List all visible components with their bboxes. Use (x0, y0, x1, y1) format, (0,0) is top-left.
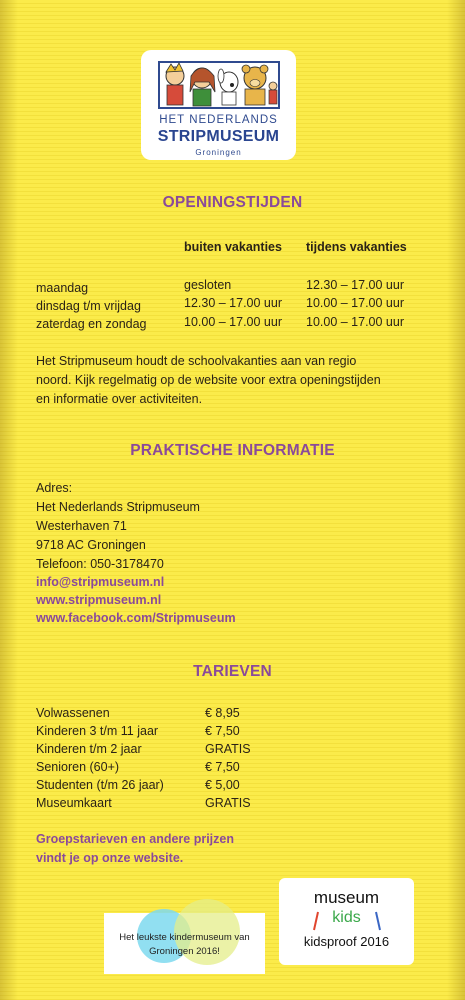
kindermuseum-line-2: Groningen 2016! (149, 946, 220, 957)
opening-day: maandag (36, 281, 89, 295)
kidsproof-label: kidsproof 2016 (303, 934, 390, 949)
email-link[interactable]: info@stripmuseum.nl (36, 575, 165, 589)
practical-info-heading: PRAKTISCHE INFORMATIE (130, 442, 335, 459)
rate-price: € 5,00 (205, 778, 240, 792)
rate-price: GRATIS (205, 742, 251, 756)
rate-price: GRATIS (205, 796, 251, 810)
opening-note-line: noord. Kijk regelmatig op de website voor extra openingstijden (36, 373, 381, 387)
rate-price: € 7,50 (205, 760, 240, 774)
group-rates-note: vindt je op onze website. (36, 851, 184, 865)
rate-price: € 8,95 (205, 706, 240, 720)
opening-day: dinsdag t/m vrijdag (36, 299, 141, 313)
column-during-holidays: tijdens vakanties (306, 240, 407, 254)
rate-label: Kinderen t/m 2 jaar (36, 742, 142, 756)
rate-label: Museumkaart (36, 796, 112, 810)
rates-heading: TARIEVEN (193, 663, 272, 680)
opening-day: zaterdag en zondag (36, 317, 147, 331)
kindermuseum-badge-text (108, 931, 261, 959)
logo-text-groningen: Groningen (195, 148, 242, 157)
page-edge-shadow-right (447, 0, 465, 1000)
page-edge-shadow-left (0, 0, 18, 1000)
address-city: 9718 AC Groningen (36, 538, 146, 552)
museumkids-kids-label: kids (332, 909, 361, 926)
rate-label: Senioren (60+) (36, 760, 120, 774)
opening-outside-hours: 12.30 – 17.00 uur (184, 296, 282, 310)
website-link[interactable]: www.stripmuseum.nl (36, 593, 162, 607)
opening-note-line: en informatie over activiteiten. (36, 392, 203, 406)
column-outside-holidays: buiten vakanties (184, 240, 282, 254)
opening-hours-heading: OPENINGSTIJDEN (162, 194, 303, 211)
stripmuseum-logo (141, 50, 296, 160)
rate-price: € 7,50 (205, 724, 240, 738)
group-rates-note: Groepstarieven en andere prijzen (36, 832, 234, 846)
rate-label: Volwassenen (36, 706, 110, 720)
museumkids-title: museum (313, 888, 380, 907)
opening-outside-hours: 10.00 – 17.00 uur (184, 315, 282, 329)
kindermuseum-badge (104, 913, 265, 974)
rate-label: Studenten (t/m 26 jaar) (36, 778, 164, 792)
facebook-link[interactable]: www.facebook.com/Stripmuseum (36, 611, 236, 625)
address-label: Adres: (36, 481, 73, 495)
kindermuseum-line-1: Het leukste kindermuseum van (119, 932, 250, 943)
address-street: Westerhaven 71 (36, 519, 127, 533)
opening-during-hours: 10.00 – 17.00 uur (306, 296, 404, 310)
comic-characters-illustration (157, 56, 281, 112)
museumkids-badge (279, 878, 414, 965)
opening-note-line: Het Stripmuseum houdt de schoolvakanties aan van regio (36, 354, 357, 368)
opening-outside-hours: gesloten (184, 278, 232, 292)
opening-during-hours: 12.30 – 17.00 uur (306, 278, 404, 292)
logo-text-stripmuseum: STRIPMUSEUM (157, 128, 280, 145)
phone-number: Telefoon: 050-3178470 (36, 557, 164, 571)
rate-label: Kinderen 3 t/m 11 jaar (36, 724, 159, 738)
logo-text-het-nederlands: HET NEDERLANDS (159, 114, 278, 126)
address-name: Het Nederlands Stripmuseum (36, 500, 200, 514)
opening-during-hours: 10.00 – 17.00 uur (306, 315, 404, 329)
